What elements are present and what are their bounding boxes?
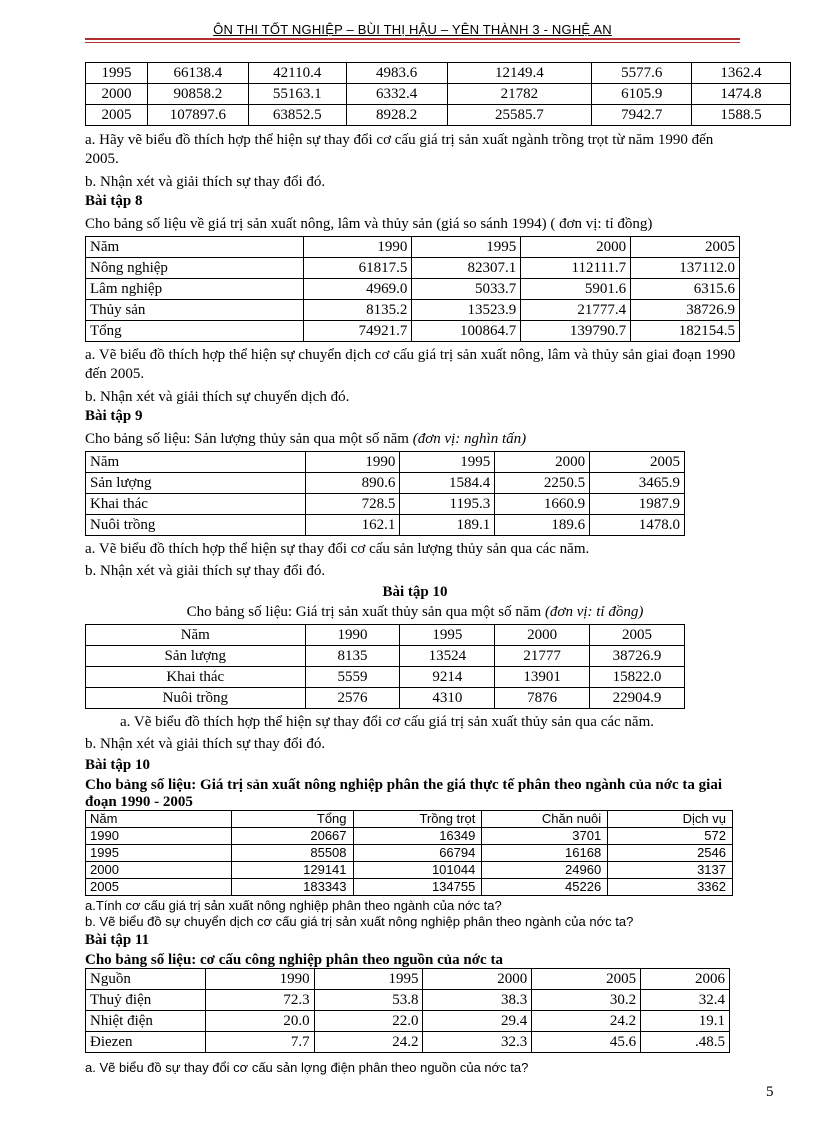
table-cell: Năm: [86, 237, 304, 258]
table-cell: 183343: [231, 879, 353, 896]
ex10b-question-a: a.Tính cơ cấu giá trị sản xuất nông nghiệp phân theo ngành của nớc ta?: [85, 898, 502, 913]
table-cell: 572: [608, 828, 733, 845]
ex10-table: [85, 624, 685, 709]
table-cell: Khai thác: [86, 494, 306, 515]
table-cell: Nguồn: [86, 969, 206, 990]
ex10-question-b: b. Nhận xét và giải thích sự thay đổi đó.: [85, 736, 326, 752]
table-cell: 90858.2: [147, 84, 248, 105]
table-cell: 728.5: [305, 494, 400, 515]
table-cell: 2000: [423, 969, 532, 990]
table-cell: 2000: [86, 84, 148, 105]
ex10b-title: Bài tập 10: [85, 757, 151, 773]
table-cell: 129141: [231, 862, 353, 879]
ex8-intro: Cho bảng số liệu về giá trị sản xuất nông, lâm và thủy sản (giá so sánh 1994) ( đơn vị: tỉ đồng): [85, 216, 653, 232]
ex8-title: Bài tập 8: [85, 193, 143, 209]
table-cell: 20.0: [205, 1011, 314, 1032]
table-cell: 9214: [400, 667, 495, 688]
table-cell: 8928.2: [346, 105, 447, 126]
table-cell: 24960: [482, 862, 608, 879]
table-cell: 101044: [353, 862, 482, 879]
ex9-title: Bài tập 9: [85, 408, 143, 424]
table-cell: 2005: [631, 237, 740, 258]
table-row: [86, 1011, 730, 1032]
table-cell: 8135.2: [303, 300, 412, 321]
table-cell: 21782: [447, 84, 592, 105]
table-cell: 5901.6: [521, 279, 631, 300]
table-cell: 5033.7: [412, 279, 521, 300]
table-cell: 13524: [400, 646, 495, 667]
table-cell: 38.3: [423, 990, 532, 1011]
table-row: [86, 473, 685, 494]
table-cell: 1995: [412, 237, 521, 258]
table-cell: 1478.0: [590, 515, 685, 536]
table-cell: 82307.1: [412, 258, 521, 279]
table-row: [86, 845, 733, 862]
table-row: [86, 63, 791, 84]
table-cell: 74921.7: [303, 321, 412, 342]
ex9-table: [85, 451, 685, 536]
table-cell: Sản lượng: [86, 646, 306, 667]
ex9-intro-text: Cho bảng số liệu: Sản lượng thủy sản qua một số năm: [85, 431, 413, 447]
table-cell: 42110.4: [248, 63, 346, 84]
table-cell: 112111.7: [521, 258, 631, 279]
table-cell: 45.6: [532, 1032, 641, 1053]
ex8-question-b: b. Nhận xét và giải thích sự chuyển dịch đó.: [85, 389, 350, 405]
table-cell: 5559: [305, 667, 400, 688]
header-rule: [85, 38, 740, 40]
table-cell: 189.6: [495, 515, 590, 536]
table-cell: 38726.9: [631, 300, 740, 321]
table-cell: 25585.7: [447, 105, 592, 126]
table-cell: 32.3: [423, 1032, 532, 1053]
table-row: [86, 258, 740, 279]
table-cell: 16349: [353, 828, 482, 845]
table-cell: 2005: [532, 969, 641, 990]
ex10-intro: [85, 603, 745, 622]
table-cell: 22904.9: [590, 688, 685, 709]
table-cell: 1195.3: [400, 494, 495, 515]
table-cell: 24.2: [532, 1011, 641, 1032]
table-header-row: [86, 452, 685, 473]
table-row: [86, 300, 740, 321]
table-cell: 53.8: [314, 990, 423, 1011]
ex7-question-a: a. Hãy vẽ biểu đồ thích hợp thể hiện sự thay đổi cơ cấu giá trị sản xuất ngành trồng trọt từ năm 1990 đến 2005.: [85, 132, 714, 167]
table-row: [86, 84, 791, 105]
table-row: [86, 321, 740, 342]
table-cell: 22.0: [314, 1011, 423, 1032]
header-rule-thin: [85, 42, 740, 43]
table-header-row: [86, 625, 685, 646]
table-cell: 66138.4: [147, 63, 248, 84]
table-cell: 13901: [495, 667, 590, 688]
table-cell: 6332.4: [346, 84, 447, 105]
table-cell: 45226: [482, 879, 608, 896]
table-cell: 2000: [521, 237, 631, 258]
page-number: 5: [766, 1084, 774, 1100]
table-cell: 1990: [305, 625, 400, 646]
ex9-question-a: a. Vẽ biểu đồ thích hợp thể hiện sự thay đổi cơ cấu sản lượng thủy sản qua các năm.: [85, 541, 590, 557]
table-cell: .48.5: [641, 1032, 730, 1053]
table-cell: Nuôi trồng: [86, 688, 306, 709]
table-cell: Tổng: [231, 811, 353, 828]
table-cell: Thuỷ điện: [86, 990, 206, 1011]
ex7-question-b: b. Nhận xét và giải thích sự thay đổi đó.: [85, 174, 326, 190]
table-cell: 1995: [400, 452, 495, 473]
table-cell: 21777.4: [521, 300, 631, 321]
table-cell: 5577.6: [592, 63, 692, 84]
table-cell: 7942.7: [592, 105, 692, 126]
table-cell: 12149.4: [447, 63, 592, 84]
table-row: [86, 862, 733, 879]
ex10b-question-b: b. Vẽ biểu đồ sự chuyển dịch cơ cấu giá trị sản xuất nông nghiệp phân theo ngành của nớc ta?: [85, 914, 634, 929]
table-cell: 55163.1: [248, 84, 346, 105]
ex11-title: Bài tập 11: [85, 932, 150, 948]
table-header-row: [86, 237, 740, 258]
table-row: [86, 688, 685, 709]
table-cell: Lâm nghiệp: [86, 279, 304, 300]
table-cell: 2250.5: [495, 473, 590, 494]
table-cell: Thủy sản: [86, 300, 304, 321]
table-cell: 1995: [86, 845, 232, 862]
table-cell: 19.1: [641, 1011, 730, 1032]
ex11-question-a: a. Vẽ biểu đồ sự thay đổi cơ cấu sản lợng điện phân theo nguồn của nớc ta?: [85, 1060, 529, 1075]
table-cell: 24.2: [314, 1032, 423, 1053]
table-cell: 30.2: [532, 990, 641, 1011]
table-cell: 20667: [231, 828, 353, 845]
table-cell: 2000: [495, 452, 590, 473]
table-cell: 100864.7: [412, 321, 521, 342]
table-cell: Trồng trọt: [353, 811, 482, 828]
table-cell: Nuôi trồng: [86, 515, 306, 536]
table-cell: Sản lượng: [86, 473, 306, 494]
table-cell: Điezen: [86, 1032, 206, 1053]
table-cell: 85508: [231, 845, 353, 862]
table-cell: 4969.0: [303, 279, 412, 300]
table-cell: 2005: [86, 105, 148, 126]
table-cell: 38726.9: [590, 646, 685, 667]
ex8-question-a: a. Vẽ biểu đồ thích hợp thể hiện sự chuyển dịch cơ cấu giá trị sản xuất nông, lâm và thủy sản giai đoạn 1990 đến 2005.: [85, 347, 736, 382]
ex8-table: [85, 236, 740, 342]
table-cell: 2005: [590, 625, 685, 646]
table-row: [86, 879, 733, 896]
table-row: [86, 646, 685, 667]
table-cell: 137112.0: [631, 258, 740, 279]
ex11-intro: Cho bảng số liệu: cơ cấu công nghiệp phân theo nguồn của nớc ta: [85, 952, 503, 968]
table-cell: 162.1: [305, 515, 400, 536]
table-cell: 134755: [353, 879, 482, 896]
table-cell: 29.4: [423, 1011, 532, 1032]
table-cell: Chăn nuôi: [482, 811, 608, 828]
table-cell: 2006: [641, 969, 730, 990]
table-header-row: [86, 969, 730, 990]
table-cell: 2005: [590, 452, 685, 473]
table-cell: 21777: [495, 646, 590, 667]
table-cell: 72.3: [205, 990, 314, 1011]
table-row: [86, 1032, 730, 1053]
table-cell: 4983.6: [346, 63, 447, 84]
table-cell: 13523.9: [412, 300, 521, 321]
table-cell: 890.6: [305, 473, 400, 494]
table-row: [86, 279, 740, 300]
table-cell: 2000: [86, 862, 232, 879]
table-row: [86, 515, 685, 536]
table-cell: 1990: [303, 237, 412, 258]
table-crop-values: [85, 62, 791, 126]
table-cell: 2005: [86, 879, 232, 896]
table-cell: 66794: [353, 845, 482, 862]
table-cell: 1995: [400, 625, 495, 646]
ex10b-table: [85, 810, 733, 896]
table-cell: 63852.5: [248, 105, 346, 126]
table-cell: 1990: [305, 452, 400, 473]
table-cell: 8135: [305, 646, 400, 667]
table-row: [86, 828, 733, 845]
table-cell: 3362: [608, 879, 733, 896]
ex10-unit: (đơn vị: tỉ đồng): [544, 604, 644, 620]
table-cell: Dịch vụ: [608, 811, 733, 828]
table-cell: 3465.9: [590, 473, 685, 494]
table-cell: Nhiệt điện: [86, 1011, 206, 1032]
table-cell: 2576: [305, 688, 400, 709]
ex9-unit: (đơn vị: nghìn tấn): [412, 431, 527, 447]
table-cell: 32.4: [641, 990, 730, 1011]
ex10-title: Bài tập 10: [382, 584, 448, 600]
table-cell: 1987.9: [590, 494, 685, 515]
ex11-table: [85, 968, 730, 1053]
table-cell: Khai thác: [86, 667, 306, 688]
table-cell: 107897.6: [147, 105, 248, 126]
table-row: [86, 990, 730, 1011]
page-header: ÔN THI TỐT NGHIỆP – BÙI THỊ HẬU – YÊN THÀNH 3 - NGHỆ AN: [213, 22, 612, 37]
table-cell: 15822.0: [590, 667, 685, 688]
table-cell: 4310: [400, 688, 495, 709]
table-cell: 139790.7: [521, 321, 631, 342]
table-cell: 1660.9: [495, 494, 590, 515]
table-cell: 6105.9: [592, 84, 692, 105]
table-cell: 1995: [314, 969, 423, 990]
table-cell: 1474.8: [692, 84, 791, 105]
table-cell: 1588.5: [692, 105, 791, 126]
table-cell: Năm: [86, 811, 232, 828]
table-cell: 1990: [205, 969, 314, 990]
table-cell: 1995: [86, 63, 148, 84]
table-row: [86, 494, 685, 515]
table-cell: 1990: [86, 828, 232, 845]
table-cell: 1362.4: [692, 63, 791, 84]
table-cell: 3137: [608, 862, 733, 879]
ex10-question-a: a. Vẽ biểu đồ thích hợp thể hiện sự thay đổi cơ cấu giá trị sản xuất thủy sản qua các năm.: [120, 714, 654, 730]
table-cell: 189.1: [400, 515, 495, 536]
ex9-intro: [85, 430, 745, 449]
table-cell: 61817.5: [303, 258, 412, 279]
table-row: [86, 667, 685, 688]
table-cell: 6315.6: [631, 279, 740, 300]
table-cell: Năm: [86, 625, 306, 646]
table-cell: 16168: [482, 845, 608, 862]
table-cell: Năm: [86, 452, 306, 473]
table-row: [86, 105, 791, 126]
ex9-question-b: b. Nhận xét và giải thích sự thay đổi đó.: [85, 563, 326, 579]
table-header-row: [86, 811, 733, 828]
table-cell: 7876: [495, 688, 590, 709]
table-cell: Tổng: [86, 321, 304, 342]
table-cell: 2000: [495, 625, 590, 646]
ex10b-intro: Cho bảng số liệu: Giá trị sản xuất nông nghiệp phân the giá thực tế phân theo ngành của nớc ta giai đoạn 1990 - 2005: [85, 777, 723, 810]
table-cell: 2546: [608, 845, 733, 862]
ex10-intro-text: Cho bảng số liệu: Giá trị sản xuất thủy sản qua một số năm: [186, 604, 545, 620]
table-cell: 182154.5: [631, 321, 740, 342]
table-cell: 1584.4: [400, 473, 495, 494]
table-cell: Nông nghiệp: [86, 258, 304, 279]
table-cell: 7.7: [205, 1032, 314, 1053]
table-cell: 3701: [482, 828, 608, 845]
